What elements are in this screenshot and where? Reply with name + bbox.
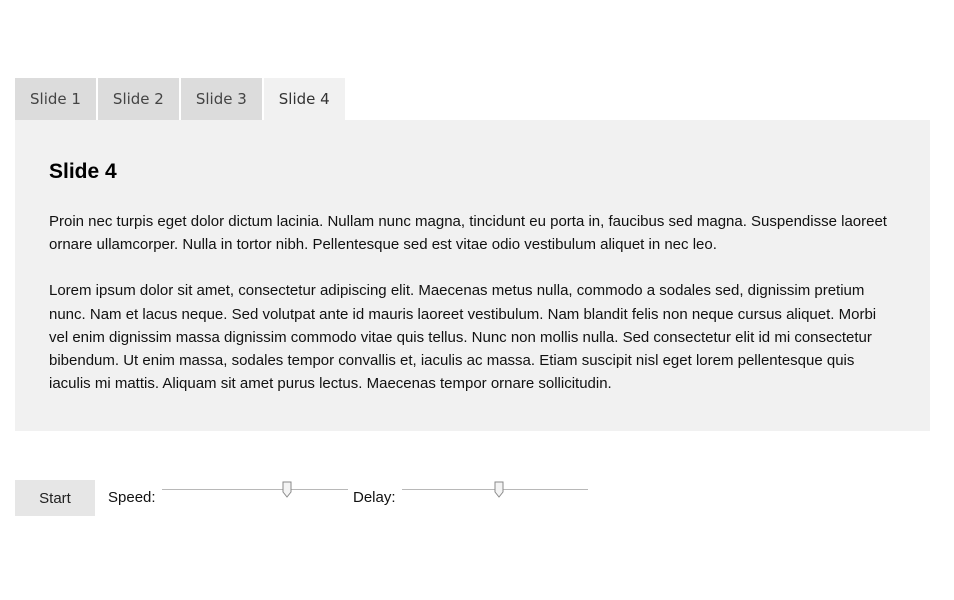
slide-paragraph-1: Proin nec turpis eget dolor dictum lacinia. Nullam nunc magna, tincidunt eu porta in, faucibus sed magna. Suspendisse laoreet ornare ullamcorper. Nulla in tortor nibh. Pellentesque sed est vitae odio vestibulum aliquet in nec leo.	[49, 213, 887, 254]
slide-paragraph-2: Lorem ipsum dolor sit amet, consectetur adipiscing elit. Maecenas metus nulla, commodo a sodales sed, dignissim pretium nunc. Nam et lacus neque. Sed volutpat ante id mauris laoreet vestibulum. Nam blandit felis non neque cursus aliquet. Morbi vel enim dignissim massa dignissim commodo vitae quis tellus. Nunc non mollis nulla. Sed consectetur elit id mi consectetur bibendum. Ut enim massa, sodales tempor convallis et, iaculis ac massa. Etiam suscipit nisl eget lorem pellentesque quis iaculis mi mattis. Aliquam sit amet purus lectus. Maecenas tempor ornare sollicitudin.	[49, 282, 877, 393]
delay-slider[interactable]	[402, 480, 588, 502]
speed-slider-track[interactable]	[162, 489, 348, 490]
slider-thumb-icon[interactable]	[282, 481, 292, 498]
tab-slide-3[interactable]: Slide 3	[181, 78, 262, 120]
delay-label: Delay:	[353, 489, 396, 506]
slide-title: Slide 4	[49, 160, 117, 183]
speed-label: Speed:	[108, 489, 156, 506]
slideshow-controls	[15, 480, 715, 516]
tab-slide-2[interactable]: Slide 2	[98, 78, 179, 120]
slide-panel	[15, 120, 930, 431]
speed-slider[interactable]	[162, 480, 348, 502]
slide-tabs	[15, 78, 347, 120]
tab-slide-4[interactable]: Slide 4	[264, 78, 345, 120]
start-button[interactable]: Start	[15, 480, 95, 516]
slider-thumb-icon[interactable]	[494, 481, 504, 498]
tab-slide-1[interactable]: Slide 1	[15, 78, 96, 120]
